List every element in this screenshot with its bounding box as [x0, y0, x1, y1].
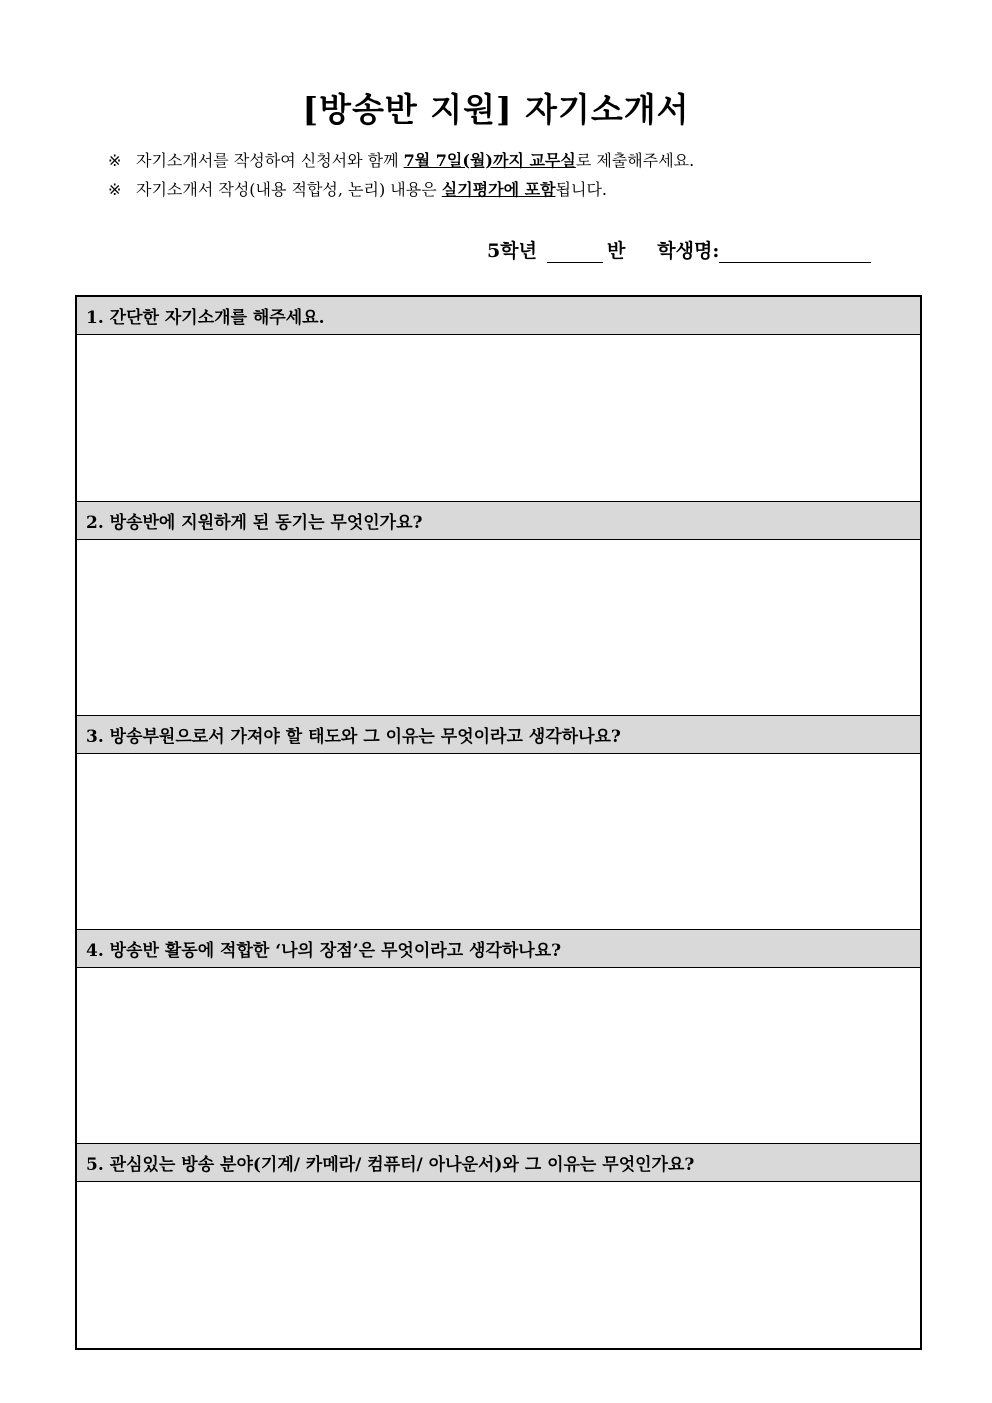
instruction-line	[108, 146, 694, 175]
question-header: 5. 관심있는 방송 분야(기계/ 카메라/ 컴퓨터/ 아나운서)와 그 이유는 무엇인가요?	[77, 1144, 920, 1182]
answer-area-2[interactable]	[77, 540, 920, 716]
question-block-3	[77, 716, 920, 930]
class-label: 반	[606, 240, 626, 262]
essay-form-table	[75, 295, 922, 1350]
instruction-text: 자기소개서를 작성하여 신청서와 함께	[136, 151, 404, 170]
answer-area-1[interactable]	[77, 335, 920, 502]
reference-mark-icon: ※	[108, 151, 122, 170]
student-name-label: 학생명:	[657, 240, 720, 262]
evaluation-emphasis: 실기평가에 포함	[441, 180, 556, 199]
question-block-2	[77, 502, 920, 716]
reference-mark-icon: ※	[108, 180, 122, 199]
page-title: [방송반 지원] 자기소개서	[302, 90, 690, 129]
instructions	[108, 146, 694, 204]
question-block-1	[77, 297, 920, 502]
answer-area-4[interactable]	[77, 968, 920, 1144]
question-header: 4. 방송반 활동에 적합한 ‘나의 장점’은 무엇이라고 생각하나요?	[77, 930, 920, 968]
instruction-text: 됩니다.	[555, 180, 607, 199]
instruction-text: 자기소개서 작성(내용 적합성, 논리) 내용은	[136, 180, 442, 199]
question-block-4	[77, 930, 920, 1144]
answer-area-5[interactable]	[77, 1182, 920, 1348]
student-info	[487, 236, 871, 263]
question-header: 3. 방송부원으로서 가져야 할 태도와 그 이유는 무엇이라고 생각하나요?	[77, 716, 920, 754]
deadline-emphasis: 7월 7일(월)까지 교무실	[403, 151, 576, 170]
answer-area-3[interactable]	[77, 754, 920, 930]
grade-label: 5학년	[487, 240, 537, 262]
instruction-text: 로 제출해주세요.	[575, 151, 695, 170]
student-name-field[interactable]	[719, 236, 871, 263]
question-block-5	[77, 1144, 920, 1348]
instruction-line	[108, 175, 694, 204]
question-header: 2. 방송반에 지원하게 된 동기는 무엇인가요?	[77, 502, 920, 540]
class-number-field[interactable]	[547, 236, 603, 263]
question-header: 1. 간단한 자기소개를 해주세요.	[77, 297, 920, 335]
